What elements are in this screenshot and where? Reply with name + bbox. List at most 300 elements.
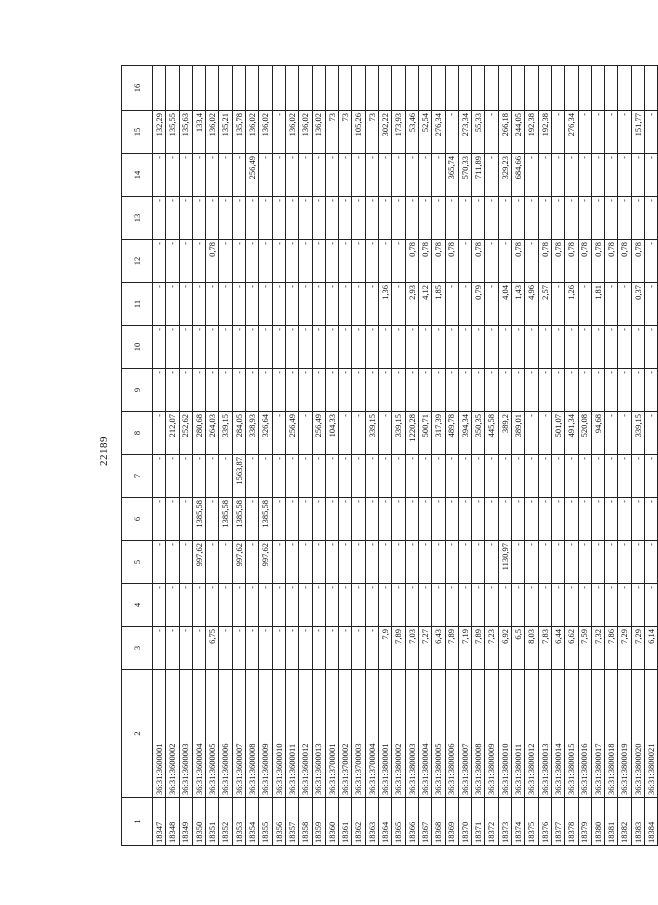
table-cell: - <box>565 154 578 197</box>
table-cell: - <box>631 369 644 412</box>
table-row <box>325 66 338 846</box>
table-cell: - <box>458 326 471 369</box>
table-cell: - <box>192 197 205 240</box>
table-cell: - <box>312 498 325 541</box>
table-cell: 0,78 <box>418 240 431 283</box>
table-cell: - <box>631 498 644 541</box>
table-row <box>219 66 232 846</box>
table-cell: - <box>285 326 298 369</box>
table-cell: - <box>285 240 298 283</box>
table-row <box>166 66 179 846</box>
table-cell: - <box>512 541 525 584</box>
table-cell: - <box>339 412 352 455</box>
table-cell: - <box>365 627 378 670</box>
table-cell: 500,71 <box>418 412 431 455</box>
table-row <box>379 66 392 846</box>
table-row <box>299 66 312 846</box>
table-cell: - <box>591 154 604 197</box>
table-cell: - <box>219 369 232 412</box>
table-cell: - <box>525 412 538 455</box>
table-cell: - <box>179 455 192 498</box>
table-cell: - <box>272 283 285 326</box>
table-cell: - <box>644 240 657 283</box>
table-cell: - <box>605 111 618 154</box>
table-cell: - <box>525 369 538 412</box>
table-cell: - <box>352 455 365 498</box>
table-cell: - <box>578 369 591 412</box>
table-cell: 489,78 <box>445 412 458 455</box>
table-cell: 36:31:3800013 <box>538 670 551 798</box>
table-cell: 18374 <box>512 798 525 846</box>
table-cell: 264,03 <box>206 412 219 455</box>
table-cell: - <box>605 369 618 412</box>
table-cell: - <box>272 326 285 369</box>
table-cell: - <box>299 412 312 455</box>
table-cell: - <box>379 584 392 627</box>
table-cell: - <box>565 369 578 412</box>
table-cell: - <box>458 369 471 412</box>
table-cell: 0,78 <box>206 240 219 283</box>
table-cell: 266,18 <box>498 111 511 154</box>
table-cell: - <box>551 369 564 412</box>
table-cell: 6,62 <box>565 627 578 670</box>
column-header: 2 <box>122 670 153 798</box>
table-cell: - <box>485 541 498 584</box>
table-cell: - <box>485 369 498 412</box>
table-cell: - <box>379 240 392 283</box>
table-cell: - <box>379 326 392 369</box>
table-cell: - <box>538 498 551 541</box>
table-cell: - <box>179 498 192 541</box>
table-cell: 36:31:3600007 <box>232 670 245 798</box>
table-cell: 1385,58 <box>259 498 272 541</box>
table-cell: - <box>192 154 205 197</box>
table-row <box>618 66 631 846</box>
table-cell <box>232 66 245 111</box>
table-cell: - <box>418 498 431 541</box>
table-cell: - <box>246 283 259 326</box>
table-cell: - <box>644 154 657 197</box>
table-cell: - <box>246 240 259 283</box>
table-cell: 7,89 <box>472 627 485 670</box>
table-cell: - <box>512 369 525 412</box>
table-cell: - <box>272 412 285 455</box>
table-cell: 136,02 <box>312 111 325 154</box>
table-cell: - <box>538 412 551 455</box>
table-cell <box>392 66 405 111</box>
table-cell: 1385,58 <box>192 498 205 541</box>
table-cell: - <box>644 326 657 369</box>
table-cell <box>166 66 179 111</box>
table-cell: 1,43 <box>512 283 525 326</box>
table-cell: 136,02 <box>299 111 312 154</box>
table-cell: 6,5 <box>512 627 525 670</box>
column-header: 7 <box>122 455 153 498</box>
table-cell: - <box>166 240 179 283</box>
table-cell: - <box>418 369 431 412</box>
table-cell: - <box>485 455 498 498</box>
table-cell: 18349 <box>179 798 192 846</box>
table-cell: - <box>551 326 564 369</box>
table-cell: - <box>153 584 166 627</box>
table-row <box>565 66 578 846</box>
table-cell: - <box>644 111 657 154</box>
table-cell: - <box>551 455 564 498</box>
table-cell: 18368 <box>432 798 445 846</box>
table-cell: - <box>591 326 604 369</box>
table-cell: - <box>644 584 657 627</box>
table-cell: 273,34 <box>458 111 471 154</box>
column-header: 16 <box>122 66 153 111</box>
table-cell: - <box>551 541 564 584</box>
table-cell: - <box>192 455 205 498</box>
table-cell: - <box>299 154 312 197</box>
table-cell: - <box>339 455 352 498</box>
table-cell: 135,78 <box>232 111 245 154</box>
table-cell: - <box>605 541 618 584</box>
table-cell: 104,33 <box>325 412 338 455</box>
table-cell: 244,05 <box>512 111 525 154</box>
table-cell: - <box>312 240 325 283</box>
table-cell: - <box>578 541 591 584</box>
table-cell: - <box>299 197 312 240</box>
table-cell: - <box>219 154 232 197</box>
table-cell: - <box>285 154 298 197</box>
table-cell: - <box>578 111 591 154</box>
table-cell: - <box>432 326 445 369</box>
table-cell: 339,15 <box>219 412 232 455</box>
table-row <box>605 66 618 846</box>
table-cell: - <box>153 240 166 283</box>
table-cell: - <box>219 326 232 369</box>
table-cell: 326,64 <box>259 412 272 455</box>
table-cell <box>631 66 644 111</box>
table-cell: - <box>472 541 485 584</box>
table-cell: - <box>392 240 405 283</box>
table-cell: 997,62 <box>192 541 205 584</box>
table-cell: 36:31:3600012 <box>299 670 312 798</box>
column-header: 12 <box>122 240 153 283</box>
table-body <box>153 66 658 846</box>
table-cell: - <box>578 584 591 627</box>
table-cell <box>405 66 418 111</box>
table-cell: 0,78 <box>565 240 578 283</box>
table-cell: 711,89 <box>472 154 485 197</box>
table-cell: - <box>405 455 418 498</box>
table-cell: - <box>206 283 219 326</box>
table-cell: - <box>618 154 631 197</box>
table-cell: - <box>512 455 525 498</box>
table-cell: - <box>166 326 179 369</box>
table-cell: - <box>644 412 657 455</box>
table-cell: - <box>565 541 578 584</box>
table-cell: - <box>392 584 405 627</box>
table-cell: - <box>325 541 338 584</box>
table-cell <box>432 66 445 111</box>
table-cell: - <box>365 541 378 584</box>
table-row <box>432 66 445 846</box>
table-cell <box>352 66 365 111</box>
table-cell: 18375 <box>525 798 538 846</box>
table-cell: - <box>418 584 431 627</box>
table-cell: - <box>192 283 205 326</box>
table-cell: 18355 <box>259 798 272 846</box>
table-cell: - <box>259 283 272 326</box>
table-cell: - <box>525 197 538 240</box>
table-cell: - <box>458 541 471 584</box>
table-cell: 1,81 <box>591 283 604 326</box>
table-cell <box>618 66 631 111</box>
table-cell: 53,46 <box>405 111 418 154</box>
table-cell: - <box>605 283 618 326</box>
table-cell: 36:31:3800006 <box>445 670 458 798</box>
table-cell <box>644 66 657 111</box>
table-cell: - <box>206 541 219 584</box>
table-cell: 4,12 <box>418 283 431 326</box>
table-cell: - <box>219 584 232 627</box>
table-cell: 18362 <box>352 798 365 846</box>
table-cell: 135,63 <box>179 111 192 154</box>
table-cell: 317,39 <box>432 412 445 455</box>
table-cell: - <box>272 498 285 541</box>
table-cell: 0,78 <box>605 240 618 283</box>
table-cell: 18361 <box>339 798 352 846</box>
table-cell: - <box>605 197 618 240</box>
table-cell: - <box>472 369 485 412</box>
table-cell: 36:31:3800005 <box>432 670 445 798</box>
table-cell: - <box>259 455 272 498</box>
table-row <box>272 66 285 846</box>
table-cell: - <box>325 154 338 197</box>
table-cell: 18365 <box>392 798 405 846</box>
table-cell: 18367 <box>418 798 431 846</box>
table-cell: - <box>365 455 378 498</box>
table-cell: 6,44 <box>551 627 564 670</box>
table-cell: - <box>153 197 166 240</box>
table-cell: - <box>285 283 298 326</box>
table-cell: - <box>512 326 525 369</box>
table-cell: 0,78 <box>512 240 525 283</box>
table-cell: - <box>272 627 285 670</box>
table-cell: 36:31:3600009 <box>259 670 272 798</box>
table-cell: 73 <box>365 111 378 154</box>
table-cell: - <box>365 197 378 240</box>
table-cell: - <box>392 369 405 412</box>
table-cell: - <box>153 283 166 326</box>
table-cell: - <box>179 584 192 627</box>
table-cell: - <box>259 240 272 283</box>
table-cell: - <box>605 498 618 541</box>
table-cell: - <box>259 369 272 412</box>
table-cell <box>259 66 272 111</box>
table-cell: - <box>312 627 325 670</box>
table-cell: 18354 <box>246 798 259 846</box>
table-cell: - <box>644 369 657 412</box>
table-cell: - <box>418 197 431 240</box>
table-cell: - <box>299 498 312 541</box>
table-row <box>405 66 418 846</box>
table-cell: - <box>206 498 219 541</box>
table-cell <box>551 66 564 111</box>
table-cell: - <box>272 369 285 412</box>
table-cell: - <box>578 197 591 240</box>
table-cell: - <box>153 326 166 369</box>
table-cell: 501,07 <box>551 412 564 455</box>
column-header: 13 <box>122 197 153 240</box>
table-cell: 7,9 <box>379 627 392 670</box>
table-cell: 105,26 <box>352 111 365 154</box>
table-cell: 18381 <box>605 798 618 846</box>
table-cell: - <box>445 498 458 541</box>
table-cell: 133,4 <box>192 111 205 154</box>
table-cell: - <box>618 283 631 326</box>
table-cell: - <box>232 326 245 369</box>
table-cell: - <box>418 455 431 498</box>
table-cell: - <box>551 283 564 326</box>
table-cell: - <box>339 627 352 670</box>
table-cell: - <box>166 498 179 541</box>
table-cell: 339,15 <box>392 412 405 455</box>
table-cell: 135,21 <box>219 111 232 154</box>
column-header: 3 <box>122 627 153 670</box>
table-cell: 7,23 <box>485 627 498 670</box>
table-cell: - <box>538 584 551 627</box>
table-cell: - <box>458 455 471 498</box>
table-cell: - <box>618 326 631 369</box>
table-cell: 36:31:3700001 <box>325 670 338 798</box>
table-row <box>179 66 192 846</box>
table-cell: - <box>352 283 365 326</box>
table-cell: - <box>325 584 338 627</box>
table-cell: - <box>365 498 378 541</box>
table-cell: - <box>192 240 205 283</box>
table-cell <box>272 66 285 111</box>
table-cell: - <box>246 455 259 498</box>
table-cell: - <box>379 455 392 498</box>
table-cell: - <box>206 455 219 498</box>
table-cell: 18348 <box>166 798 179 846</box>
table-cell: - <box>405 197 418 240</box>
table-cell: 36:31:3800003 <box>405 670 418 798</box>
table-cell: - <box>392 154 405 197</box>
table-cell: - <box>405 541 418 584</box>
column-header: 9 <box>122 369 153 412</box>
table-cell: 256,49 <box>246 154 259 197</box>
table-cell: - <box>312 584 325 627</box>
column-header: 1 <box>122 798 153 846</box>
table-cell: - <box>206 584 219 627</box>
table-cell: - <box>272 154 285 197</box>
table-cell: - <box>325 455 338 498</box>
table-cell: - <box>219 240 232 283</box>
table-cell: 151,77 <box>631 111 644 154</box>
table-cell: - <box>339 283 352 326</box>
table-cell: 2,57 <box>538 283 551 326</box>
table-cell: 36:31:3800021 <box>644 670 657 798</box>
table-cell: - <box>605 455 618 498</box>
table-row <box>352 66 365 846</box>
table-cell: - <box>551 154 564 197</box>
table-cell: - <box>352 498 365 541</box>
table-cell: 18380 <box>591 798 604 846</box>
table-cell: 132,29 <box>153 111 166 154</box>
table-cell: - <box>432 541 445 584</box>
table-cell: - <box>379 412 392 455</box>
table-cell: - <box>578 498 591 541</box>
table-cell: - <box>352 627 365 670</box>
table-cell: 18366 <box>405 798 418 846</box>
table-cell <box>525 66 538 111</box>
table-cell: - <box>179 369 192 412</box>
table-cell: - <box>618 541 631 584</box>
table-row <box>472 66 485 846</box>
table-cell: - <box>405 326 418 369</box>
table-cell: - <box>246 326 259 369</box>
table-cell: - <box>525 541 538 584</box>
table-cell: 18376 <box>538 798 551 846</box>
table-cell: - <box>405 154 418 197</box>
column-header: 11 <box>122 283 153 326</box>
table-cell <box>591 66 604 111</box>
table-cell <box>246 66 259 111</box>
table-cell: - <box>206 197 219 240</box>
table-cell: - <box>458 283 471 326</box>
table-cell: - <box>392 498 405 541</box>
table-cell: 389,01 <box>512 412 525 455</box>
table-cell: 173,93 <box>392 111 405 154</box>
table-cell: 18363 <box>365 798 378 846</box>
table-cell <box>512 66 525 111</box>
table-cell: - <box>339 326 352 369</box>
table-cell: - <box>418 326 431 369</box>
table-header-row <box>122 66 153 846</box>
table-row <box>512 66 525 846</box>
table-cell: - <box>458 498 471 541</box>
table-cell: - <box>445 283 458 326</box>
table-cell: 256,49 <box>285 412 298 455</box>
table-cell: 136,02 <box>206 111 219 154</box>
table-cell <box>179 66 192 111</box>
table-cell: - <box>618 455 631 498</box>
table-cell: - <box>445 111 458 154</box>
table-cell: 36:31:3600010 <box>272 670 285 798</box>
table-cell: - <box>206 369 219 412</box>
table-cell: 389,2 <box>498 412 511 455</box>
table-cell: - <box>565 584 578 627</box>
table-cell: - <box>512 498 525 541</box>
table-cell: - <box>192 584 205 627</box>
table-row <box>246 66 259 846</box>
table-cell: - <box>312 455 325 498</box>
table-cell: - <box>339 240 352 283</box>
table-cell <box>578 66 591 111</box>
table-cell: - <box>644 197 657 240</box>
table-cell: 36:31:3800007 <box>458 670 471 798</box>
table-cell: - <box>379 369 392 412</box>
table-cell: 276,34 <box>565 111 578 154</box>
table-cell: - <box>472 326 485 369</box>
table-cell: - <box>179 627 192 670</box>
table-cell: - <box>432 455 445 498</box>
table-cell: - <box>232 197 245 240</box>
table-cell: - <box>392 283 405 326</box>
table-cell: - <box>591 584 604 627</box>
table-cell: - <box>259 584 272 627</box>
table-row <box>578 66 591 846</box>
table-cell: - <box>565 455 578 498</box>
table-cell: - <box>246 584 259 627</box>
table-cell: - <box>352 412 365 455</box>
